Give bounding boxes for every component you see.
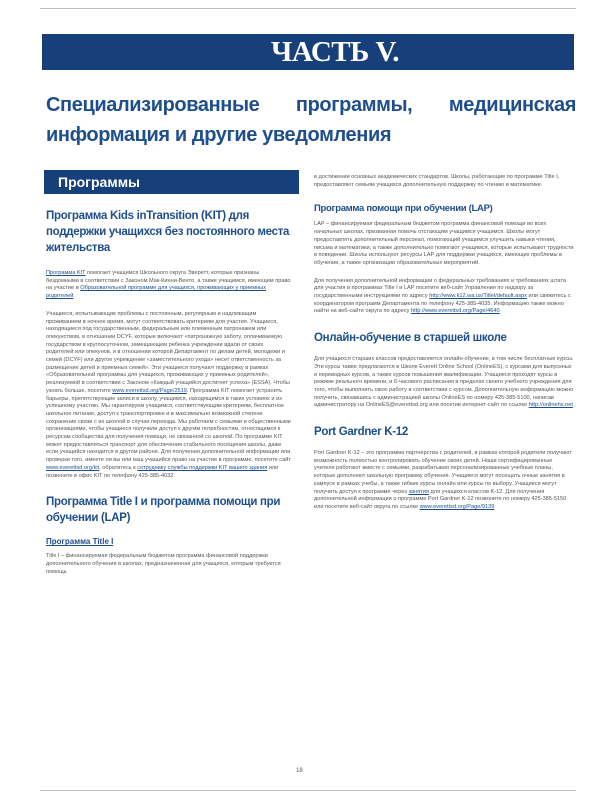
kit-heading: Программа Kids inTransition (KIT) для поддержки учащихся без постоянного места жительства	[46, 210, 290, 254]
everettsd-page-9139-link[interactable]: www.everettsd.org/Page/9139	[419, 503, 495, 510]
online-learning-heading: Онлайн-обучение в старшей школе	[314, 332, 507, 345]
page-title: Специализированные программы, медицинская информация и другие уведомления	[46, 94, 576, 146]
everettsd-kit-link[interactable]: www.everettsd.org/kit	[46, 464, 100, 471]
kit-paragraph-2: Учащиеся, испытывающие проблемы с постоянным, регулярным и надлежащим проживанием в ночное время, могут соответствовать критериям для участия. Учащиеся, находящиеся под государственным, федеральным или племенным патронажем или опекунством, в отношении DCYF, которые включают «патронажную заботу, оплачиваемую государством в круглосуточном, замещающем ребенка учреждении вдали от своих родителей или опекунов, и в отношении которой Департамент по делам детей, молодежи и семей (DCYF) или другое учреждение «заместительного ухода» несет ответственность за размещение детей и приемных семей». Эти учащиеся получают поддержку в рамках «Образовательной программы для учащихся, проживающих у приемных родителей», реализуемой в соответствии с Законом «Каждый учащийся достигнет успеха» (ESSA). Чтобы узнать больше, посетите www.everettsd.org/Page/2519. Программа KIT помогает устранить барьеры, препятствующие записи в школу, учащимся, находящимся в таких условиях и их успешному участию. Мы гарантируем учащимся, соответствующим критериям, бесплатное школьное питание, доступ к транспортировке и в максимально возможной степени сохранение связи с их школой в случае переезда. Мы работаем с семьями и общественными организациями, чтобы учащиеся получили доступ к другим потребностям, относящимся к ресурсам сообщества для получения помощи, не связанной со школой. По программе KIT может предоставляться транспорт для обеспечения стабильного посещения школы, даже если учащийся находится в другом районе. Для получения дополнительной информации или проверки того, имеете ли вы или ваш учащийся право на участие в программе, посетите сайт www.everettsd.org/kit, обратитесь к сотруднику службы поддержки KIT вашего здания или позвоните в офис KIT по телефону 425-385-4032.	[46, 310, 291, 479]
bottom-rule	[40, 790, 576, 791]
k12-title1-link[interactable]: http://www.k12.wa.us/TitleI/default.aspx	[429, 293, 527, 300]
port-gardner-paragraph: Port Gardner K-12 – это программа партнерства с родителей, в рамках которой родители получают возможность полностью контролировать обучение своих детей. Наши сертифицированные учителя работают вместе с семьями, разрабатывая персонализированные учебные планы, которые дополняют школьную программу обучения. Учащиеся могут посещать очные занятия в кампусе в рамках учебы, а также гибкие курсы онлайн или курсы по выбору. Учащиеся могут получить доступ к программе через занятия для учащихся классов K-12. Для получения дополнительной информации о программе Port Gardner K-12 позвоните по номеру 425-385-5150 или посетите веб-сайт округа по ссылке www.everettsd.org/Page/9139	[314, 450, 572, 510]
title1-subheading: Программа Title I	[46, 537, 114, 547]
lap-paragraph-2: Для получения дополнительной информации о федеральных требованиях и требованиях штата для участия в программах Title I и LAP посетите веб-сайт Управления по надзору за государственными инструкциями по адресу http://www.k12.wa.us/TitleI/default.aspx или свяжитесь с координатором программ Департамента по телефону 425-385-4035. Информацию также можно найти на веб-сайте округа по адресу http://www.everettsd.org/Page/4640	[314, 277, 571, 315]
kit-program-link[interactable]: Программа KIT	[46, 270, 86, 276]
right-column	[314, 174, 574, 512]
title1-heading: Программа Title I и программа помощи при обучении (LAP)	[46, 496, 281, 525]
port-gardner-heading: Port Gardner K-12	[314, 426, 408, 439]
page-number: 18	[296, 768, 303, 774]
part-banner: ЧАСТЬ V.	[42, 34, 574, 70]
section-heading-programs: Программы	[44, 170, 299, 194]
foster-care-program-link[interactable]: Образовательной программе для учащихся, проживающих у приемных родителей	[46, 285, 266, 300]
left-column	[46, 208, 291, 576]
lap-heading: Программа помощи при обучении (LAP)	[314, 203, 493, 215]
kit-paragraph-1: Программа KIT помогает учащимся Школьного округа Эверетт, которые признаны бездомными в соответствии с Законом Мак-Кинни-Венто, а также учащимся, имеющим право на участие в Образовательной программе для учащихся, проживающих у приемных родителей.	[46, 270, 291, 300]
title1-continued-paragraph: в достижении основных академических стандартов. Школы, работающие по программе Title I, предоставляют семьям учащихся дополнительную поддержку по чтению и математике.	[314, 174, 560, 188]
online-learning-paragraph: Для учащихся старших классов предоставляется онлайн-обучение, в том числе бесплатные курсы. Эти курсы также предлагаются в Школе Everett Online School (OnlineES), с курсами для выпускных и переводных курсов, а также курсов повышения квалификации. Учащиеся проходят курсы в режиме реального времени, и 6-часового расписания в пределах своего учебного учреждения для того, чтобы выполнить свою работу в соответствии с курсом. Дополнительную информацию можно получить, связавшись с администрацией школы OnlineES по номеру 425-385-5100, написав администратору на OnlineES@everettsd.org или посетив интернет-сайт по ссылке http://onlinehs.net	[314, 356, 574, 409]
lap-paragraph-1: LAP – финансируемая федеральным бюджетом программа финансовой помощи во всех начальных школах, призванная помочь отстающим учащимся учащимся. Школы могут предоставлять дополнительный персонал, помогающий учащимся улучшить навыки чтения, письма и математики, а также дополнительно помогают учащимся, которые испытывают трудности в поведении. Школы используют ресурсы LAP для поддержки учащихся, имеющих проблемы в обучении, а также организации образовательных мероприятий.	[314, 221, 574, 266]
top-rule	[40, 8, 576, 9]
kit-support-staff-link[interactable]: сотруднику службы поддержки KIT вашего здания	[137, 464, 268, 471]
port-gardner-classes-link[interactable]: занятия	[408, 488, 429, 495]
title1-paragraph: Title I – финансируемая федеральным бюджетом программа финансовой поддержки дополнительного обучения в школах, предназначенная для учащихся, которым требуется помощь	[46, 553, 281, 575]
everettsd-page-2519-link[interactable]: www.everettsd.org/Page/2519	[112, 387, 187, 394]
onlinehs-link[interactable]: http://onlinehs.net	[528, 402, 573, 409]
everettsd-page-4640-link[interactable]: http://www.everettsd.org/Page/4640	[410, 308, 500, 315]
